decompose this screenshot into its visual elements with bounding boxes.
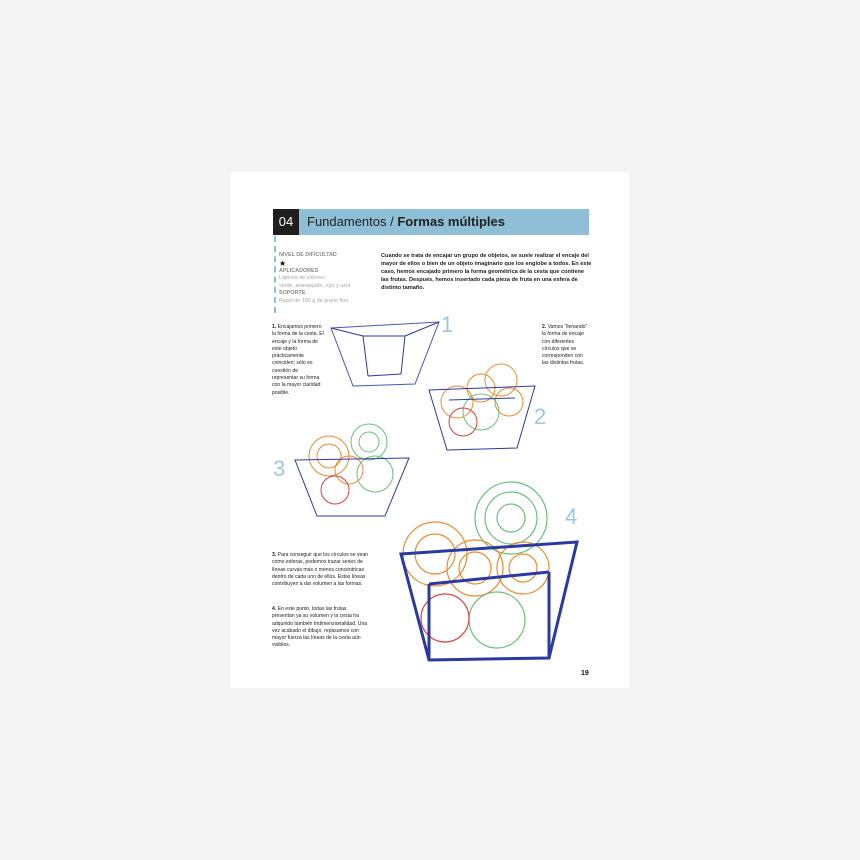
step-3-text — [272, 552, 369, 588]
step-1-text — [272, 324, 324, 397]
step-2-text — [542, 324, 590, 368]
step-1-number: 1. — [272, 324, 277, 330]
step-3-body: Para conseguir que los círculos se vean como esferas, podemos trazar series de líneas curvas más o menos concéntricas dentro de cada uno de ellos. Estas líneas contribuyen a dar volumen a las formas. — [272, 552, 368, 588]
support-label: SOPORTE — [279, 290, 306, 297]
figure-number-4: 4 — [565, 504, 578, 529]
step-3-number: 3. — [272, 552, 277, 558]
step-2-number: 2. — [542, 324, 547, 330]
step-2-body: Vamos “llenando” la forma de encaje con diferentes círculos que se corresponden con las distintas frutas. — [542, 324, 588, 367]
figure-4-final-basket — [399, 472, 579, 672]
page-number: 19 — [581, 670, 589, 677]
difficulty-label: NIVEL DE DIFICULTAD — [279, 252, 337, 258]
section-title — [307, 209, 505, 235]
section-number: 04 — [273, 209, 299, 235]
book-page — [231, 172, 629, 688]
materials-box — [279, 252, 363, 306]
figure-number-3: 3 — [273, 456, 286, 481]
applicators-value-2: verde, anaranjado, rojo y azul — [279, 282, 351, 289]
figure-2-basket-circles — [419, 350, 543, 460]
page-title: Formas múltiples — [397, 214, 505, 229]
figure-number-2: 2 — [534, 404, 547, 429]
step-4-number: 4. — [272, 606, 277, 612]
intro-paragraph: Cuando se trata de encajar un grupo de objetos, se suele realizar el encaje del mayor de ellos o bien de un objeto imaginario que los englobe a todos. En este caso, hemos encajado primero la forma geométrica de la cesta que contiene las frutas. Después, hemos insertado cada pieza de fruta en una esfera de distinto tamaño. — [381, 253, 592, 291]
step-4-text — [272, 606, 369, 650]
step-4-body: En este punto, todas las frutas presentan ya su volumen y la cesta ha adquirido también tridimensionalidad. Una vez acabado el dibujo, repasamos con mayor fuerza las líneas de la cesta aún visibles. — [272, 606, 368, 649]
figure-3-basket-volume — [289, 412, 417, 524]
section-category: Fundamentos / — [307, 214, 394, 229]
applicators-value-1: Lápices de colores: — [279, 275, 326, 282]
support-value: Papel de 180 g de grano fino — [279, 297, 349, 304]
dashed-divider — [274, 236, 276, 313]
section-header — [273, 209, 589, 235]
applicators-label: APLICADORES — [279, 267, 319, 274]
figure-number-1: 1 — [441, 312, 454, 337]
step-1-body: Encajamos primero la forma de la cesta. El encaje y la forma de este objeto prácticamente coinciden; sólo es cuestión de representar su forma con la mayor claridad posible. — [272, 324, 324, 396]
star-icon: ★ — [279, 258, 287, 268]
